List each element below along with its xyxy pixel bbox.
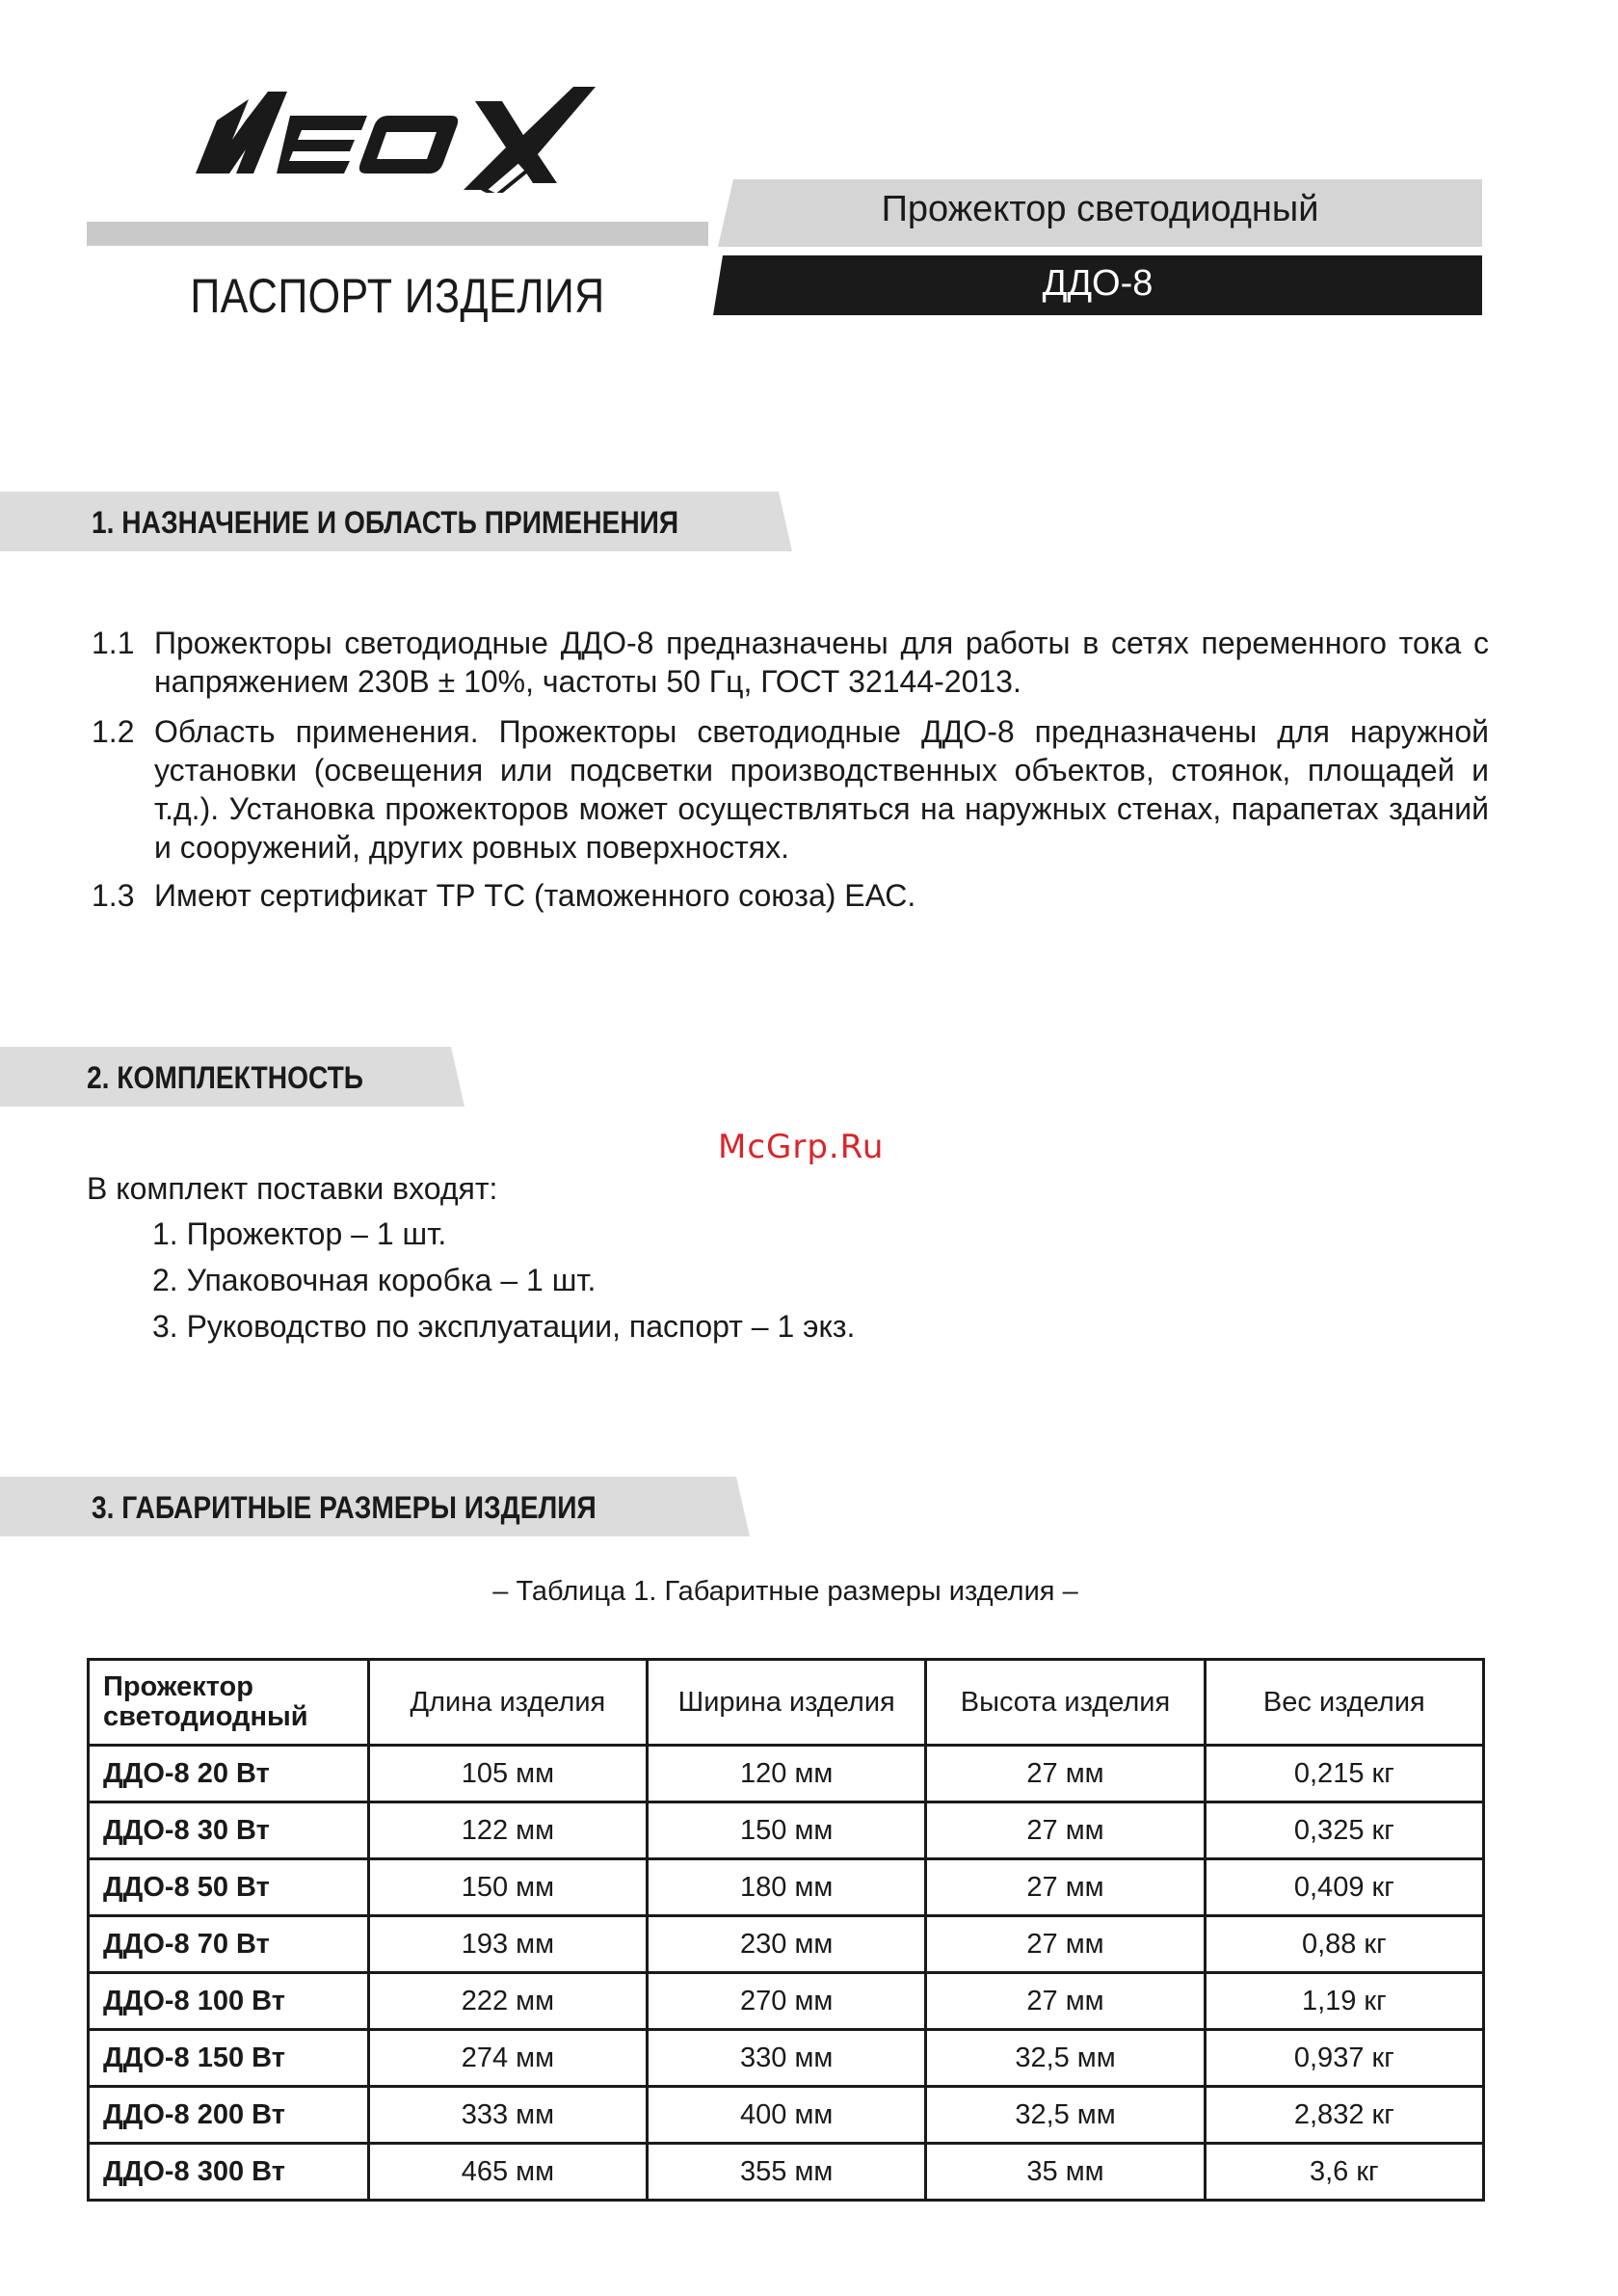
- header-height: Высота изделия: [926, 1660, 1205, 1746]
- cell-height: 27 мм: [926, 1802, 1205, 1859]
- cell-model: ДДО-8 100 Вт: [89, 1973, 369, 2030]
- cell-height: 32,5 мм: [926, 2087, 1205, 2144]
- dimensions-table: [87, 1658, 1485, 2202]
- cell-height: 35 мм: [926, 2144, 1205, 2201]
- table-row: [89, 1802, 1484, 1859]
- table-row: [89, 1973, 1484, 2030]
- table-row: [89, 2087, 1484, 2144]
- cell-width: 270 мм: [648, 1973, 926, 2030]
- table-header-row: [89, 1660, 1484, 1746]
- cell-width: 330 мм: [648, 2030, 926, 2087]
- cell-model: ДДО-8 70 Вт: [89, 1916, 369, 1973]
- section-3-title: 3. ГАБАРИТНЫЕ РАЗМЕРЫ ИЗДЕЛИЯ: [92, 1490, 597, 1525]
- cell-length: 150 мм: [368, 1859, 647, 1916]
- cell-model: ДДО-8 150 Вт: [89, 2030, 369, 2087]
- document-title: ПАСПОРТ ИЗДЕЛИЯ: [190, 269, 605, 323]
- cell-length: 465 мм: [368, 2144, 647, 2201]
- paragraph-number: 1.2: [92, 714, 135, 749]
- header-divider-bar: [87, 222, 708, 246]
- cell-model: ДДО-8 50 Вт: [89, 1859, 369, 1916]
- cell-height: 27 мм: [926, 1916, 1205, 1973]
- cell-width: 400 мм: [648, 2087, 926, 2144]
- kit-list-item: 1. Прожектор – 1 шт.: [152, 1216, 447, 1251]
- cell-width: 150 мм: [648, 1802, 926, 1859]
- paragraph-number: 1.1: [92, 626, 135, 660]
- header-length: Длина изделия: [368, 1660, 647, 1746]
- cell-weight: 0,937 кг: [1205, 2030, 1483, 2087]
- header-product: Прожектор светодиодный: [89, 1660, 369, 1746]
- cell-length: 333 мм: [368, 2087, 647, 2144]
- cell-weight: 0,215 кг: [1205, 1746, 1483, 1802]
- cell-width: 180 мм: [648, 1859, 926, 1916]
- paragraph-1-1: [92, 624, 1489, 701]
- model-name: ДДО-8: [1042, 263, 1154, 304]
- cell-model: ДДО-8 200 Вт: [89, 2087, 369, 2144]
- paragraph-text: Имеют сертификат ТР ТС (таможенного союза) ЕАС.: [154, 878, 916, 913]
- cell-weight: 0,88 кг: [1205, 1916, 1483, 1973]
- cell-height: 27 мм: [926, 1859, 1205, 1916]
- table-row: [89, 1859, 1484, 1916]
- section-1-title: 1. НАЗНАЧЕНИЕ И ОБЛАСТЬ ПРИМЕНЕНИЯ: [92, 505, 679, 540]
- cell-weight: 1,19 кг: [1205, 1973, 1483, 2030]
- product-type: Прожектор светодиодный: [881, 189, 1319, 229]
- table-row: [89, 2144, 1484, 2201]
- cell-height: 27 мм: [926, 1746, 1205, 1802]
- paragraph-text: Прожекторы светодиодные ДДО-8 предназначены для работы в сетях переменного тока с напряжением 230В ± 10%, частоты 50 Гц, ГОСТ 32144-2013.: [154, 626, 1489, 699]
- neox-logo-graphic: [196, 82, 600, 193]
- logo-text: [600, 82, 601, 83]
- table-caption: – Таблица 1. Габаритные размеры изделия –: [492, 1576, 1078, 1607]
- cell-width: 355 мм: [648, 2144, 926, 2201]
- cell-weight: 3,6 кг: [1205, 2144, 1483, 2201]
- cell-length: 105 мм: [368, 1746, 647, 1802]
- cell-width: 120 мм: [648, 1746, 926, 1802]
- cell-height: 32,5 мм: [926, 2030, 1205, 2087]
- paragraph-text: Область применения. Прожекторы светодиодные ДДО-8 предназначены для наружной установки (освещения или подсветки производственных объектов, стоянок, площадей и т.д.). Установка прожекторов может осуществляться на наружных стенах, парапетах зданий и сооружений, других ровных поверхностях.: [154, 714, 1489, 865]
- kit-list-item: 2. Упаковочная коробка – 1 шт.: [152, 1263, 597, 1297]
- table-row: [89, 1746, 1484, 1802]
- header-weight: Вес изделия: [1205, 1660, 1483, 1746]
- cell-model: ДДО-8 300 Вт: [89, 2144, 369, 2201]
- cell-weight: 2,832 кг: [1205, 2087, 1483, 2144]
- cell-model: ДДО-8 20 Вт: [89, 1746, 369, 1802]
- header-width: Ширина изделия: [648, 1660, 926, 1746]
- kit-list-item: 3. Руководство по эксплуатации, паспорт – 1 экз.: [152, 1309, 856, 1344]
- section-2-title: 2. КОМПЛЕКТНОСТЬ: [87, 1060, 364, 1095]
- cell-weight: 0,325 кг: [1205, 1802, 1483, 1859]
- table-row: [89, 2030, 1484, 2087]
- cell-model: ДДО-8 30 Вт: [89, 1802, 369, 1859]
- paragraph-number: 1.3: [92, 878, 135, 913]
- cell-length: 274 мм: [368, 2030, 647, 2087]
- kit-intro: В комплект поставки входят:: [87, 1171, 498, 1206]
- cell-length: 193 мм: [368, 1916, 647, 1973]
- watermark: McGrp.Ru: [718, 1128, 885, 1166]
- cell-width: 230 мм: [648, 1916, 926, 1973]
- cell-length: 122 мм: [368, 1802, 647, 1859]
- paragraph-1-3: [92, 876, 1489, 915]
- cell-length: 222 мм: [368, 1973, 647, 2030]
- paragraph-1-2: [92, 712, 1489, 867]
- cell-weight: 0,409 кг: [1205, 1859, 1483, 1916]
- cell-height: 27 мм: [926, 1973, 1205, 2030]
- table-row: [89, 1916, 1484, 1973]
- brand-logo: [196, 82, 600, 193]
